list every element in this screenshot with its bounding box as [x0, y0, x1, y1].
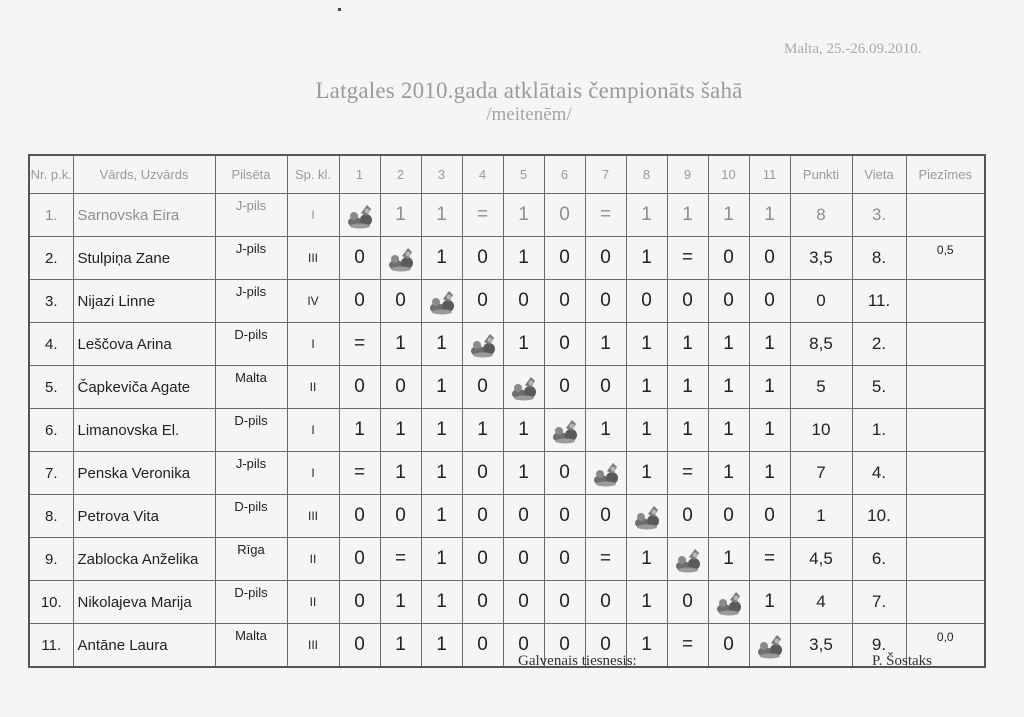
game-result: 0 — [585, 237, 626, 280]
total-points: 0 — [790, 280, 852, 323]
player-class: I — [287, 323, 339, 366]
remarks — [906, 323, 985, 366]
total-points: 8,5 — [790, 323, 852, 366]
column-header: Piezīmes — [906, 155, 985, 194]
header-row — [29, 155, 985, 194]
player-city: Malta — [215, 366, 287, 409]
chess-pieces-icon — [550, 415, 580, 445]
game-result: 1 — [708, 323, 749, 366]
total-points: 4 — [790, 581, 852, 624]
document-title: Latgales 2010.gada atklātais čempionāts šahā — [315, 78, 743, 103]
remarks — [906, 538, 985, 581]
chief-judge-name: P. Šostaks — [872, 653, 933, 669]
total-points: 1 — [790, 495, 852, 538]
player-class: II — [287, 581, 339, 624]
player-name: Limanovska El. — [73, 409, 215, 452]
scan-speck — [338, 8, 341, 11]
chess-pieces-icon — [345, 200, 375, 230]
player-name: Antāne Laura — [73, 624, 215, 668]
column-header: 3 — [421, 155, 462, 194]
chess-pieces-icon — [468, 329, 498, 359]
player-class: III — [287, 237, 339, 280]
game-result: 0 — [749, 280, 790, 323]
total-points: 3,5 — [790, 624, 852, 668]
game-result: 1 — [380, 194, 421, 237]
game-result: 0 — [544, 194, 585, 237]
game-result: 0 — [339, 280, 380, 323]
game-result: 1 — [421, 538, 462, 581]
chief-judge-label: Galvenais tiesnesis: — [518, 653, 637, 669]
game-result: 0 — [462, 237, 503, 280]
remarks: 0,0 — [906, 624, 985, 668]
player-class: I — [287, 452, 339, 495]
game-result: 0 — [380, 366, 421, 409]
game-result: 1 — [626, 366, 667, 409]
total-points: 7 — [790, 452, 852, 495]
game-result: = — [380, 538, 421, 581]
final-place: 4. — [852, 452, 906, 495]
game-result: 1 — [380, 581, 421, 624]
game-result: 1 — [421, 409, 462, 452]
game-result: 1 — [503, 237, 544, 280]
game-result: 0 — [667, 581, 708, 624]
row-number: 5. — [29, 366, 73, 409]
game-result: 0 — [339, 366, 380, 409]
diagonal-cell — [339, 194, 380, 237]
game-result: 0 — [462, 538, 503, 581]
game-result: 1 — [380, 323, 421, 366]
diagonal-cell — [503, 366, 544, 409]
game-result: 0 — [708, 495, 749, 538]
player-city: D-pils — [215, 495, 287, 538]
game-result: 0 — [544, 323, 585, 366]
game-result: 1 — [626, 452, 667, 495]
game-result: = — [667, 237, 708, 280]
row-number: 7. — [29, 452, 73, 495]
game-result: 1 — [626, 624, 667, 668]
table-row — [29, 237, 985, 280]
game-result: = — [339, 323, 380, 366]
game-result: = — [339, 452, 380, 495]
game-result: 1 — [380, 409, 421, 452]
game-result: 0 — [749, 237, 790, 280]
game-result: 1 — [749, 194, 790, 237]
game-result: 1 — [503, 194, 544, 237]
game-result: 0 — [503, 624, 544, 668]
row-number: 3. — [29, 280, 73, 323]
player-name: Nikolajeva Marija — [73, 581, 215, 624]
chess-pieces-icon — [386, 243, 416, 273]
game-result: 0 — [585, 624, 626, 668]
game-result: 0 — [339, 538, 380, 581]
column-header: Sp. kl. — [287, 155, 339, 194]
player-name: Nijazi Linne — [73, 280, 215, 323]
game-result: 1 — [421, 452, 462, 495]
diagonal-cell — [421, 280, 462, 323]
row-number: 2. — [29, 237, 73, 280]
row-number: 1. — [29, 194, 73, 237]
final-place: 11. — [852, 280, 906, 323]
game-result: 1 — [708, 366, 749, 409]
game-result: 0 — [749, 495, 790, 538]
game-result: 0 — [626, 280, 667, 323]
game-result: 1 — [749, 581, 790, 624]
game-result: 0 — [544, 624, 585, 668]
remarks — [906, 495, 985, 538]
game-result: 0 — [503, 280, 544, 323]
table-row — [29, 581, 985, 624]
game-result: 0 — [667, 495, 708, 538]
chess-pieces-icon — [427, 286, 457, 316]
chess-pieces-icon — [673, 544, 703, 574]
game-result: 1 — [585, 409, 626, 452]
game-result: 1 — [626, 581, 667, 624]
game-result: 0 — [380, 280, 421, 323]
player-city: J-pils — [215, 194, 287, 237]
player-city: Malta — [215, 624, 287, 668]
game-result: 1 — [421, 495, 462, 538]
diagonal-cell — [585, 452, 626, 495]
game-result: 1 — [503, 323, 544, 366]
game-result: 1 — [503, 409, 544, 452]
diagonal-cell — [626, 495, 667, 538]
column-header: 6 — [544, 155, 585, 194]
player-name: Penska Veronika — [73, 452, 215, 495]
game-result: 0 — [544, 495, 585, 538]
game-result: 0 — [585, 280, 626, 323]
game-result: 1 — [708, 194, 749, 237]
game-result: 1 — [585, 323, 626, 366]
game-result: 1 — [667, 409, 708, 452]
game-result: 1 — [421, 237, 462, 280]
player-class: I — [287, 194, 339, 237]
game-result: 1 — [667, 194, 708, 237]
column-header: 1 — [339, 155, 380, 194]
player-city: J-pils — [215, 452, 287, 495]
game-result: 1 — [626, 237, 667, 280]
game-result: 1 — [380, 452, 421, 495]
chess-pieces-icon — [755, 630, 785, 660]
final-place: 2. — [852, 323, 906, 366]
game-result: 1 — [626, 194, 667, 237]
table-row — [29, 495, 985, 538]
table-row — [29, 452, 985, 495]
row-number: 10. — [29, 581, 73, 624]
player-class: IV — [287, 280, 339, 323]
game-result: 1 — [462, 409, 503, 452]
game-result: 1 — [749, 452, 790, 495]
game-result: = — [749, 538, 790, 581]
game-result: 0 — [503, 495, 544, 538]
game-result: 0 — [544, 452, 585, 495]
chess-pieces-icon — [632, 501, 662, 531]
game-result: 1 — [380, 624, 421, 668]
player-city: D-pils — [215, 581, 287, 624]
game-result: 0 — [462, 280, 503, 323]
game-result: 1 — [626, 538, 667, 581]
game-result: 0 — [339, 581, 380, 624]
game-result: 0 — [339, 237, 380, 280]
game-result: 0 — [544, 538, 585, 581]
total-points: 10 — [790, 409, 852, 452]
game-result: 0 — [585, 366, 626, 409]
game-result: 1 — [708, 538, 749, 581]
remarks — [906, 581, 985, 624]
game-result: = — [585, 194, 626, 237]
column-header: 9 — [667, 155, 708, 194]
date-place: Malta, 25.-26.09.2010. — [784, 41, 922, 57]
game-result: 1 — [421, 323, 462, 366]
row-number: 8. — [29, 495, 73, 538]
column-header: Nr. p.k. — [29, 155, 73, 194]
column-header: Vārds, Uzvārds — [73, 155, 215, 194]
final-place: 8. — [852, 237, 906, 280]
column-header: 10 — [708, 155, 749, 194]
game-result: 0 — [544, 366, 585, 409]
player-class: III — [287, 495, 339, 538]
game-result: 1 — [708, 452, 749, 495]
game-result: 0 — [544, 581, 585, 624]
game-result: 1 — [421, 366, 462, 409]
player-class: III — [287, 624, 339, 668]
total-points: 3,5 — [790, 237, 852, 280]
player-name: Petrova Vita — [73, 495, 215, 538]
game-result: 1 — [503, 452, 544, 495]
game-result: 0 — [462, 366, 503, 409]
final-place: 6. — [852, 538, 906, 581]
document-subtitle: /meitenēm/ — [486, 104, 572, 125]
game-result: 0 — [708, 237, 749, 280]
final-place: 10. — [852, 495, 906, 538]
total-points: 5 — [790, 366, 852, 409]
game-result: 0 — [503, 538, 544, 581]
game-result: 1 — [667, 323, 708, 366]
player-name: Zablocka Anželika — [73, 538, 215, 581]
game-result: 1 — [749, 366, 790, 409]
game-result: 1 — [749, 409, 790, 452]
remarks: 0,5 — [906, 237, 985, 280]
final-place: 7. — [852, 581, 906, 624]
column-header: 2 — [380, 155, 421, 194]
game-result: 0 — [339, 495, 380, 538]
diagonal-cell — [749, 624, 790, 668]
table-row — [29, 624, 985, 668]
game-result: 0 — [462, 495, 503, 538]
table-row — [29, 538, 985, 581]
game-result: 0 — [667, 280, 708, 323]
game-result: 0 — [708, 280, 749, 323]
column-header: 11 — [749, 155, 790, 194]
chess-pieces-icon — [509, 372, 539, 402]
player-name: Leščova Arina — [73, 323, 215, 366]
game-result: 0 — [462, 624, 503, 668]
table-row — [29, 194, 985, 237]
table-row — [29, 323, 985, 366]
game-result: 0 — [462, 452, 503, 495]
game-result: 1 — [421, 581, 462, 624]
player-class: I — [287, 409, 339, 452]
final-place: 3. — [852, 194, 906, 237]
final-place: 9. — [852, 624, 906, 668]
player-class: II — [287, 366, 339, 409]
game-result: 0 — [503, 581, 544, 624]
table-row — [29, 280, 985, 323]
row-number: 11. — [29, 624, 73, 668]
player-name: Stulpiņa Zane — [73, 237, 215, 280]
player-city: J-pils — [215, 280, 287, 323]
column-header: 7 — [585, 155, 626, 194]
final-place: 1. — [852, 409, 906, 452]
total-points: 4,5 — [790, 538, 852, 581]
game-result: 1 — [749, 323, 790, 366]
player-name: Sarnovska Eira — [73, 194, 215, 237]
player-city: Rīga — [215, 538, 287, 581]
crosstable — [28, 154, 986, 668]
row-number: 9. — [29, 538, 73, 581]
game-result: 1 — [626, 409, 667, 452]
column-header: 5 — [503, 155, 544, 194]
diagonal-cell — [380, 237, 421, 280]
game-result: 0 — [380, 495, 421, 538]
game-result: 0 — [708, 624, 749, 668]
game-result: = — [462, 194, 503, 237]
diagonal-cell — [667, 538, 708, 581]
remarks — [906, 452, 985, 495]
game-result: 1 — [667, 366, 708, 409]
game-result: 1 — [708, 409, 749, 452]
remarks — [906, 409, 985, 452]
player-city: D-pils — [215, 323, 287, 366]
player-city: D-pils — [215, 409, 287, 452]
total-points: 8 — [790, 194, 852, 237]
diagonal-cell — [544, 409, 585, 452]
player-name: Čapkeviča Agate — [73, 366, 215, 409]
game-result: = — [667, 452, 708, 495]
column-header: 8 — [626, 155, 667, 194]
game-result: = — [585, 538, 626, 581]
column-header: Punkti — [790, 155, 852, 194]
game-result: 0 — [585, 581, 626, 624]
game-result: 0 — [339, 624, 380, 668]
column-header: Pilsēta — [215, 155, 287, 194]
column-header: Vieta — [852, 155, 906, 194]
game-result: 1 — [339, 409, 380, 452]
diagonal-cell — [462, 323, 503, 366]
game-result: 0 — [462, 581, 503, 624]
column-header: 4 — [462, 155, 503, 194]
chess-pieces-icon — [591, 458, 621, 488]
game-result: 1 — [626, 323, 667, 366]
final-place: 5. — [852, 366, 906, 409]
remarks — [906, 280, 985, 323]
player-city: J-pils — [215, 237, 287, 280]
diagonal-cell — [708, 581, 749, 624]
chess-pieces-icon — [714, 587, 744, 617]
game-result: 0 — [585, 495, 626, 538]
remarks — [906, 194, 985, 237]
row-number: 4. — [29, 323, 73, 366]
game-result: 0 — [544, 280, 585, 323]
row-number: 6. — [29, 409, 73, 452]
player-class: II — [287, 538, 339, 581]
game-result: 1 — [421, 624, 462, 668]
game-result: 0 — [544, 237, 585, 280]
table-row — [29, 366, 985, 409]
table-row — [29, 409, 985, 452]
game-result: = — [667, 624, 708, 668]
remarks — [906, 366, 985, 409]
game-result: 1 — [421, 194, 462, 237]
